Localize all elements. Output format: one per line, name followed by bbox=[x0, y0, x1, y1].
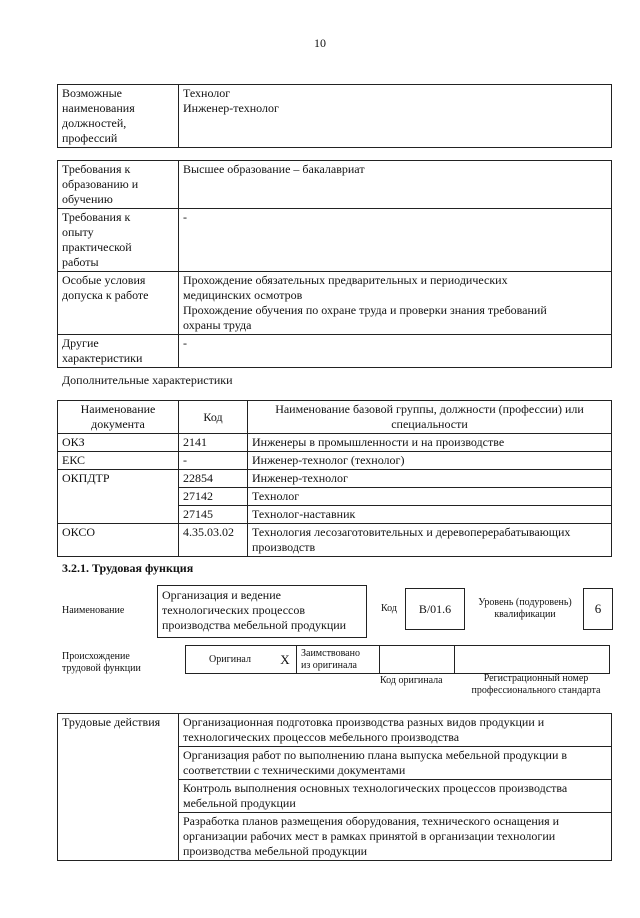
orig-code-label: Код оригинала bbox=[380, 675, 443, 686]
action-item: Разработка планов размещения оборудования, технического оснащения и организации рабочих мест в рамках принятой в организации технологии производства мебельной продукции bbox=[179, 813, 612, 861]
additional-table bbox=[57, 400, 612, 557]
code-value: В/01.6 bbox=[405, 588, 465, 630]
level-label: Уровень (подуровень) квалификации bbox=[478, 597, 572, 620]
additional-title: Дополнительные характеристики bbox=[62, 373, 233, 387]
original-label: Оригинал bbox=[186, 646, 275, 674]
action-item: Организация работ по выполнению плана выпуска мебельной продукции в соответствии с техническими документами bbox=[179, 747, 612, 780]
action-item: Организационная подготовка производства разных видов продукции и технологических процессов мебельного производства bbox=[179, 714, 612, 747]
reg-number-cell bbox=[455, 646, 610, 674]
experience-label: Требования к опыту практической работы bbox=[58, 209, 179, 272]
requirements-table bbox=[57, 160, 612, 368]
borrowed-label: Заимствовано из оригинала bbox=[297, 646, 380, 674]
original-mark: X bbox=[274, 646, 297, 674]
action-item: Контроль выполнения основных технологических процессов производства мебельной продукции bbox=[179, 780, 612, 813]
origin-label: Происхождение трудовой функции bbox=[62, 651, 141, 674]
orig-code-cell bbox=[380, 646, 455, 674]
page-number: 10 bbox=[314, 36, 326, 50]
table-row: ОКСО 4.35.03.02 Технология лесозаготовительных и деревоперерабатывающих производств bbox=[58, 524, 612, 557]
positions-values: Технолог Инженер-технолог bbox=[179, 85, 612, 148]
table-row: ОКЗ 2141 Инженеры в промышленности и на производстве bbox=[58, 434, 612, 452]
education-value: Высшее образование – бакалавриат bbox=[179, 161, 612, 209]
other-label: Другие характеристики bbox=[58, 335, 179, 368]
positions-table bbox=[57, 84, 612, 148]
function-name-value: Организация и ведение технологических процессов производства мебельной продукции bbox=[157, 585, 367, 638]
positions-label: Возможные наименования должностей, профессий bbox=[58, 85, 179, 148]
table-row: 27145 Технолог-наставник bbox=[58, 506, 612, 524]
table-row: ЕКС - Инженер-технолог (технолог) bbox=[58, 452, 612, 470]
header-document: Наименование документа bbox=[58, 401, 179, 434]
table-row: 27142 Технолог bbox=[58, 488, 612, 506]
function-name-label: Наименование bbox=[62, 605, 125, 616]
actions-table bbox=[57, 713, 612, 861]
header-code: Код bbox=[179, 401, 248, 434]
level-value: 6 bbox=[583, 588, 613, 630]
header-name: Наименование базовой группы, должности (профессии) или специальности bbox=[248, 401, 612, 434]
table-row: ОКПДТР 22854 Инженер-технолог bbox=[58, 470, 612, 488]
education-label: Требования к образованию и обучению bbox=[58, 161, 179, 209]
function-heading: 3.2.1. Трудовая функция bbox=[62, 561, 194, 575]
experience-value: - bbox=[179, 209, 612, 272]
other-value: - bbox=[179, 335, 612, 368]
reg-number-label: Регистрационный номер профессионального стандарта bbox=[471, 673, 601, 696]
actions-label: Трудовые действия bbox=[58, 714, 179, 861]
origin-table bbox=[185, 645, 610, 674]
code-label: Код bbox=[381, 603, 397, 614]
special-value: Прохождение обязательных предварительных и периодических медицинских осмотров Прохождение обучения по охране труда и проверки знания требований охраны труда bbox=[179, 272, 612, 335]
special-label: Особые условия допуска к работе bbox=[58, 272, 179, 335]
